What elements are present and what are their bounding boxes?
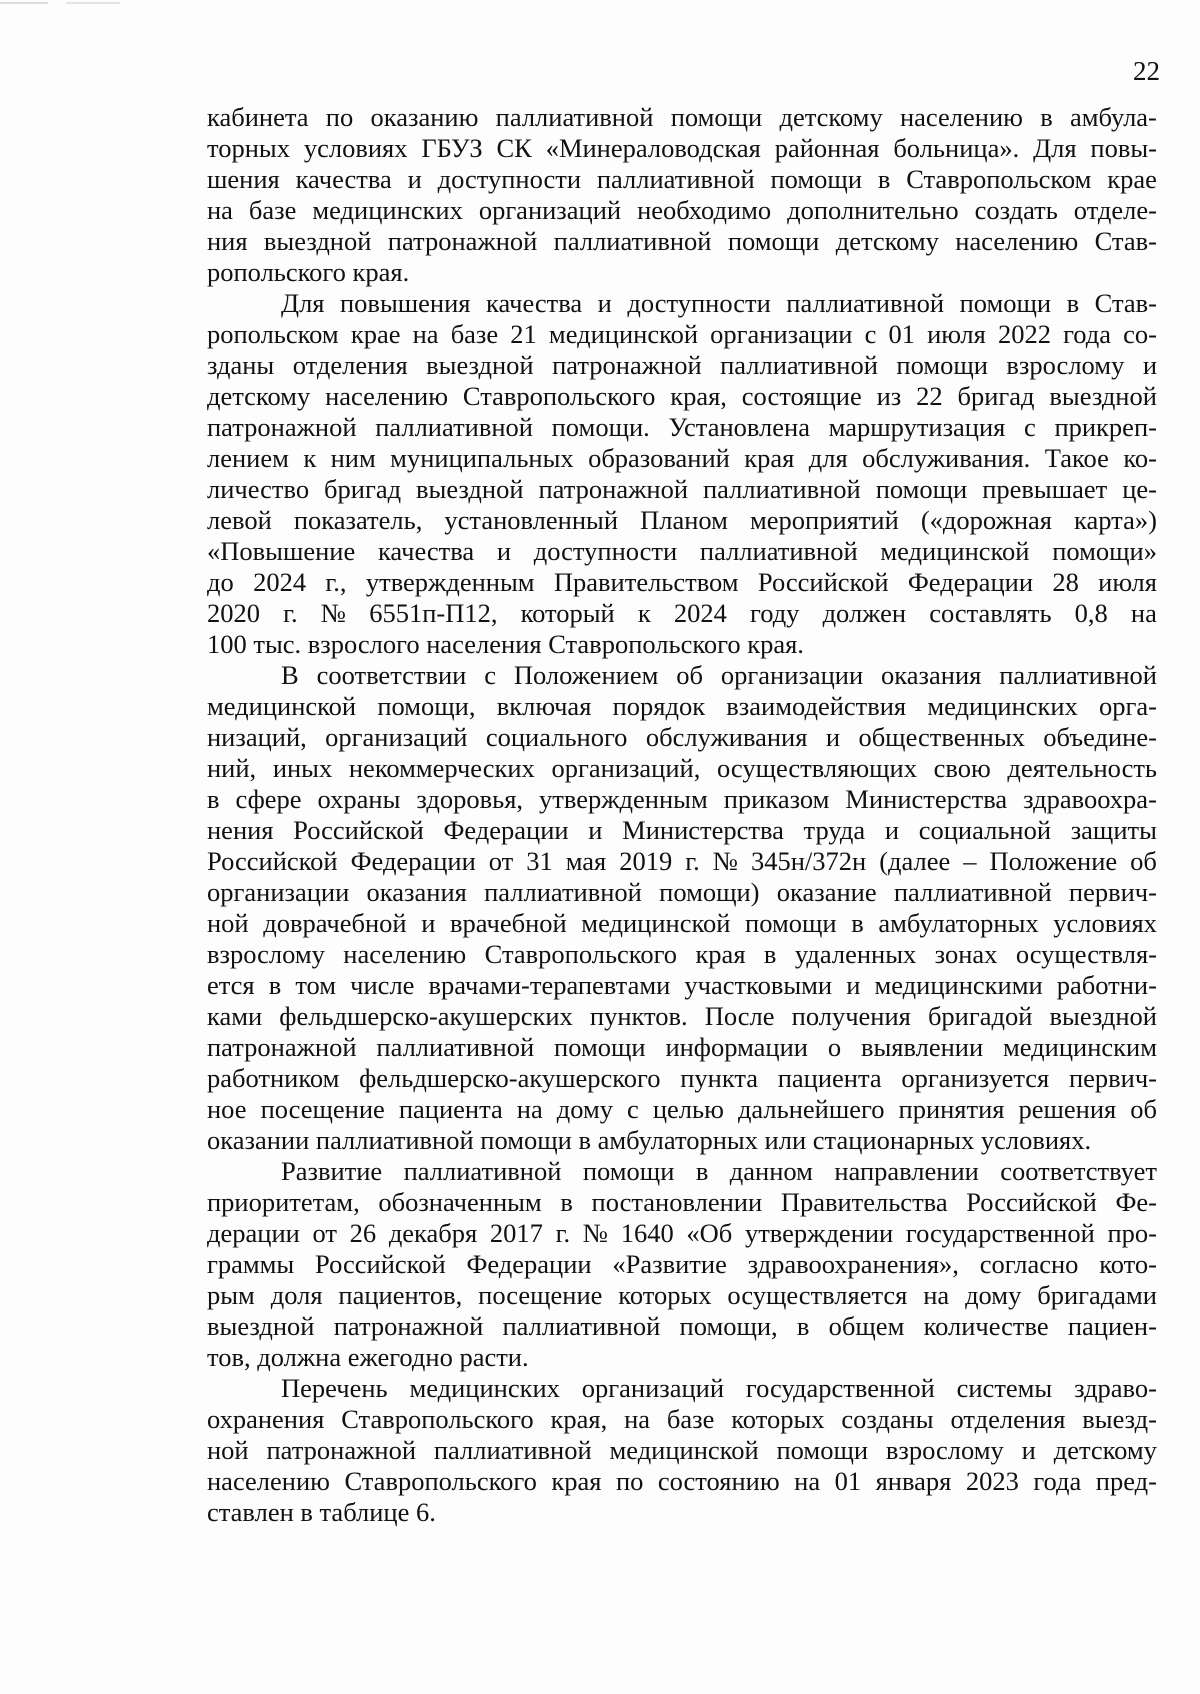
text-line: Для повышения качества и доступности паллиативной помощи в Став-: [281, 288, 1157, 318]
text-line: работником фельдшерско-акушерского пункта пациента организуется первич-: [207, 1063, 1157, 1093]
text-line: ний, иных некоммерческих организаций, осуществляющих свою деятельность: [207, 753, 1157, 783]
text-line: торных условиях ГБУЗ СК «Минераловодская районная больница». Для повы-: [207, 133, 1157, 163]
text-line: 2020 г. № 6551п-П12, который к 2024 году должен составлять 0,8 на: [207, 598, 1157, 628]
text-line: 100 тыс. взрослого населения Ставропольского края.: [207, 629, 804, 659]
text-line: до 2024 г., утвержденным Правительством Российской Федерации 28 июля: [207, 567, 1157, 597]
text-line: ется в том числе врачами-терапевтами участковыми и медицинскими работни-: [207, 970, 1157, 1000]
text-line: Российской Федерации от 31 мая 2019 г. № 345н/372н (далее – Положение об: [207, 846, 1157, 876]
text-line: левой показатель, установленный Планом мероприятий («дорожная карта»): [207, 505, 1157, 535]
text-line: нения Российской Федерации и Министерства труда и социальной защиты: [207, 815, 1157, 845]
text-line: взрослому населению Ставропольского края в удаленных зонах осуществля-: [207, 939, 1157, 969]
text-line: Развитие паллиативной помощи в данном направлении соответствует: [281, 1156, 1157, 1186]
text-line: выездной патронажной паллиативной помощи, в общем количестве пациен-: [207, 1311, 1157, 1341]
text-line: ропольском крае на базе 21 медицинской организации с 01 июля 2022 года со-: [207, 319, 1157, 349]
text-line: приоритетам, обозначенным в постановлении Правительства Российской Фе-: [207, 1187, 1157, 1217]
paragraph: [207, 1373, 1157, 1528]
text-line: организации оказания паллиативной помощи) оказание паллиативной первич-: [207, 877, 1157, 907]
text-line: ставлен в таблице 6.: [207, 1497, 436, 1527]
text-line: рым доля пациентов, посещение которых осуществляется на дому бригадами: [207, 1280, 1157, 1310]
paragraph: [207, 660, 1157, 1156]
text-line: зданы отделения выездной патронажной паллиативной помощи взрослому и: [207, 350, 1157, 380]
paragraph: [207, 1156, 1157, 1373]
text-line: Перечень медицинских организаций государственной системы здраво-: [281, 1373, 1157, 1403]
text-line: детскому населению Ставропольского края, состоящие из 22 бригад выездной: [207, 381, 1157, 411]
document-body: [207, 102, 1157, 1528]
text-line: медицинской помощи, включая порядок взаимодействия медицинских орга-: [207, 691, 1157, 721]
text-line: «Повышение качества и доступности паллиативной медицинской помощи»: [207, 536, 1157, 566]
paragraph: [207, 102, 1157, 288]
text-line: на базе медицинских организаций необходимо дополнительно создать отделе-: [207, 195, 1157, 225]
text-line: ропольского края.: [207, 257, 410, 287]
text-line: личество бригад выездной патронажной паллиативной помощи превышает це-: [207, 474, 1157, 504]
text-line: ной патронажной паллиативной медицинской помощи взрослому и детскому: [207, 1435, 1157, 1465]
text-line: патронажной паллиативной помощи. Установлена маршрутизация с прикреп-: [207, 412, 1157, 442]
text-line: В соответствии с Положением об организации оказания паллиативной: [281, 660, 1157, 690]
paragraph: [207, 288, 1157, 660]
text-line: дерации от 26 декабря 2017 г. № 1640 «Об утверждении государственной про-: [207, 1218, 1157, 1248]
text-line: ния выездной патронажной паллиативной помощи детскому населению Став-: [207, 226, 1157, 256]
text-line: шения качества и доступности паллиативной помощи в Ставропольском крае: [207, 164, 1157, 194]
text-line: оказании паллиативной помощи в амбулаторных или стационарных условиях.: [207, 1125, 1092, 1155]
text-line: ной доврачебной и врачебной медицинской помощи в амбулаторных условиях: [207, 908, 1157, 938]
scan-artifact: [0, 2, 120, 4]
text-line: лением к ним муниципальных образований края для обслуживания. Такое ко-: [207, 443, 1157, 473]
text-line: охранения Ставропольского края, на базе которых созданы отделения выезд-: [207, 1404, 1157, 1434]
text-line: населению Ставропольского края по состоянию на 01 января 2023 года пред-: [207, 1466, 1157, 1496]
text-line: низаций, организаций социального обслуживания и общественных объедине-: [207, 722, 1157, 752]
text-line: тов, должна ежегодно расти.: [207, 1342, 529, 1372]
text-line: граммы Российской Федерации «Развитие здравоохранения», согласно кото-: [207, 1249, 1157, 1279]
text-line: кабинета по оказанию паллиативной помощи детскому населению в амбула-: [207, 102, 1157, 132]
text-line: ками фельдшерско-акушерских пунктов. После получения бригадой выездной: [207, 1001, 1157, 1031]
text-line: ное посещение пациента на дому с целью дальнейшего принятия решения об: [207, 1094, 1157, 1124]
text-line: в сфере охраны здоровья, утвержденным приказом Министерства здравоохра-: [207, 784, 1157, 814]
text-line: патронажной паллиативной помощи информации о выявлении медицинским: [207, 1032, 1157, 1062]
page-number: 22: [1133, 56, 1160, 86]
